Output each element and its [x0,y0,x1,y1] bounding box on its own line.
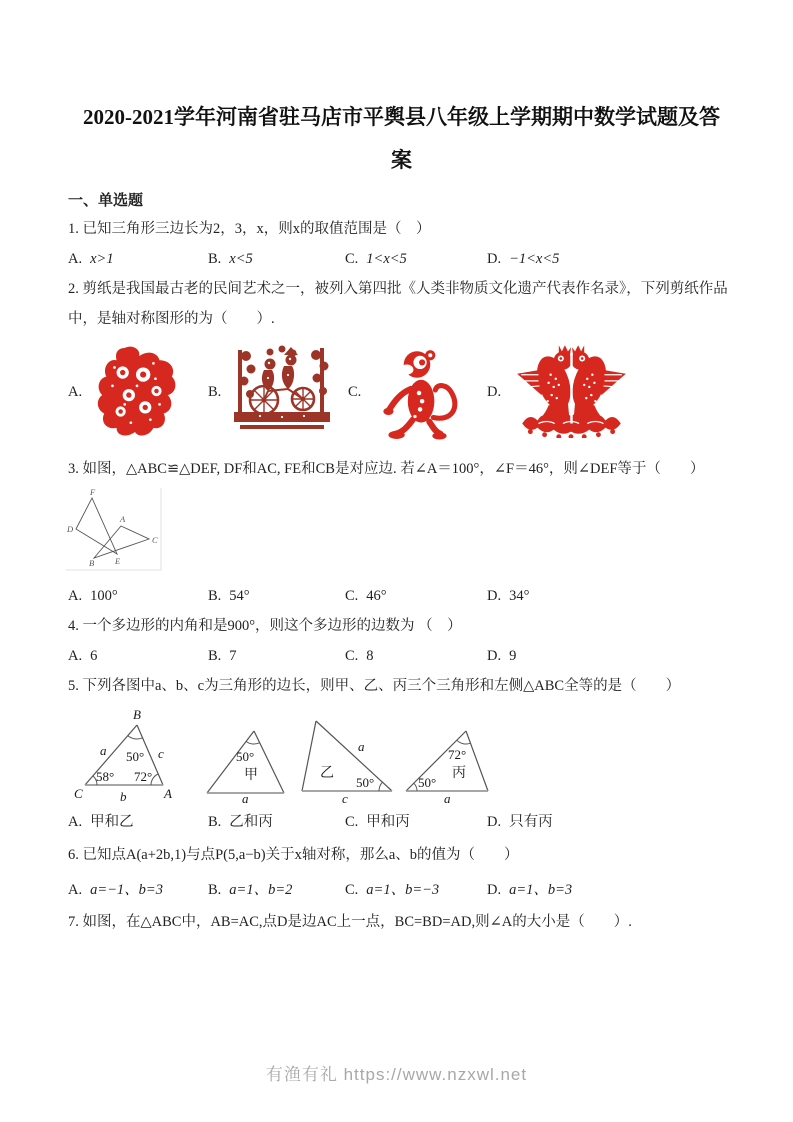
question-2-figures [68,342,735,442]
question-2-text: 2. 剪纸是我国最古老的民间艺术之一，被列入第四批《人类非物质文化遗产代表作名录》，下列剪纸作品中，是轴对称图形的为（ ）. [68,281,728,327]
papercut-bicycle-couple-image [230,342,334,434]
papercut-c-label: C. [348,384,362,400]
section-heading: 一、单选题 [68,193,144,209]
bing-name: 丙 [452,766,466,781]
vertex-label-f: F [90,487,96,497]
q1-option-b: B. x<5 [208,251,253,267]
abc-side-a: a [100,743,107,758]
q4-option-c: C. 8 [345,648,374,664]
abc-side-c: c [158,746,164,761]
q3-option-a: A. 100° [68,588,118,604]
papercut-monkey-image [376,342,458,440]
bing-angle-top: 72° [448,747,467,762]
bing-angle-left: 50° [418,775,437,790]
triangle-abc [94,526,149,558]
yi-angle: 50° [356,775,375,790]
q3-option-b: B. 54° [208,588,250,604]
question-5-figures [68,703,735,803]
abc-vertex-b: B [133,707,141,722]
papercut-b-label: B. [208,384,222,400]
q1-option-a: A. x>1 [68,251,114,267]
q5-option-b: B. 乙和丙 [208,814,273,830]
yi-side-c: c [342,791,348,803]
question-3-figure [64,486,735,579]
vertex-label-e: E [115,556,121,566]
q6-option-a: A. a=−1、b=3 [68,882,163,898]
question-4-options [68,641,735,671]
abc-vertex-c: C [74,786,83,801]
yi-name: 乙 [320,766,334,781]
jia-side-a: a [242,791,249,803]
abc-vertex-a: A [164,786,172,801]
question-3-options [68,581,735,611]
abc-angle-c: 58° [96,769,115,784]
q6-option-c: C. a=1、b=−3 [345,882,440,898]
jia-angle: 50° [236,749,255,764]
papercut-flower-image [94,342,178,440]
vertex-label-c: C [152,535,158,545]
vertex-label-b: B [89,558,95,568]
q4-option-a: A. 6 [68,648,98,664]
congruent-triangles-figure [64,486,164,574]
q6-option-d: D. a=1、b=3 [487,882,573,898]
question-5-text: 5. 下列各图中a、b、c为三角形的边长，则甲、乙、丙三个三角形和左侧△ABC全等的是（ ） [68,678,681,694]
q5-option-c: C. 甲和丙 [345,814,410,830]
left-fish-shape [517,345,577,424]
yi-side-a: a [358,739,365,754]
q4-option-d: D. 9 [487,648,517,664]
q3-option-d: D. 34° [487,588,530,604]
vertex-label-a: A [120,514,126,524]
q1-option-c: C. 1<x<5 [345,251,407,267]
papercut-double-fish-image [508,342,635,438]
triangle-abc-figure [60,703,175,803]
vertex-label-d: D [67,524,74,534]
abc-angle-b: 50° [126,749,145,764]
q1-option-d: D. −1<x<5 [487,251,560,267]
triangle-bing-figure [388,703,498,803]
triangle-jia-figure [192,703,292,803]
question-6-options [68,873,735,907]
question-3-text: 3. 如图，△ABC≌△DEF, DF和AC, FE和CB是对应边. 若∠A＝100°，∠F＝46°，则∠DEF等于（ ） [68,461,705,477]
q5-option-d: D. 只有丙 [487,814,553,830]
bing-side-a: a [444,791,451,803]
question-6-text: 6. 已知点A(a+2b,1)与点P(5,a−b)关于x轴对称，那么a、b的值为（ ） [68,847,519,863]
q6-option-b: B. a=1、b=2 [208,882,293,898]
papercut-a-label: A. [68,384,83,400]
q3-option-c: C. 46° [345,588,387,604]
triangle-def [76,498,117,554]
question-1-options [68,244,735,274]
right-fish-shape [566,345,626,424]
footer-watermark: 有渔有礼 https://www.nzxwl.net [265,1065,528,1084]
q4-option-b: B. 7 [208,648,237,664]
abc-side-b: b [120,789,127,803]
jia-name: 甲 [244,768,258,783]
abc-angle-a: 72° [134,769,153,784]
question-5-options [68,807,735,837]
q5-option-a: A. 甲和乙 [68,814,134,830]
question-1-text: 1. 已知三角形三边长为2，3，x，则x的取值范围是（ ） [68,221,431,237]
exam-title: 2020-2021学年河南省驻马店市平舆县八年级上学期期中数学试题及答案 [83,105,720,172]
question-7-text: 7. 如图，在△ABC中，AB=AC,点D是边AC上一点，BC=BD=AD,则∠A的大小是（ ）. [68,914,632,930]
question-4-text: 4. 一个多边形的内角和是900°，则这个多边形的边数为 （ ） [68,618,462,634]
papercut-d-label: D. [487,384,502,400]
